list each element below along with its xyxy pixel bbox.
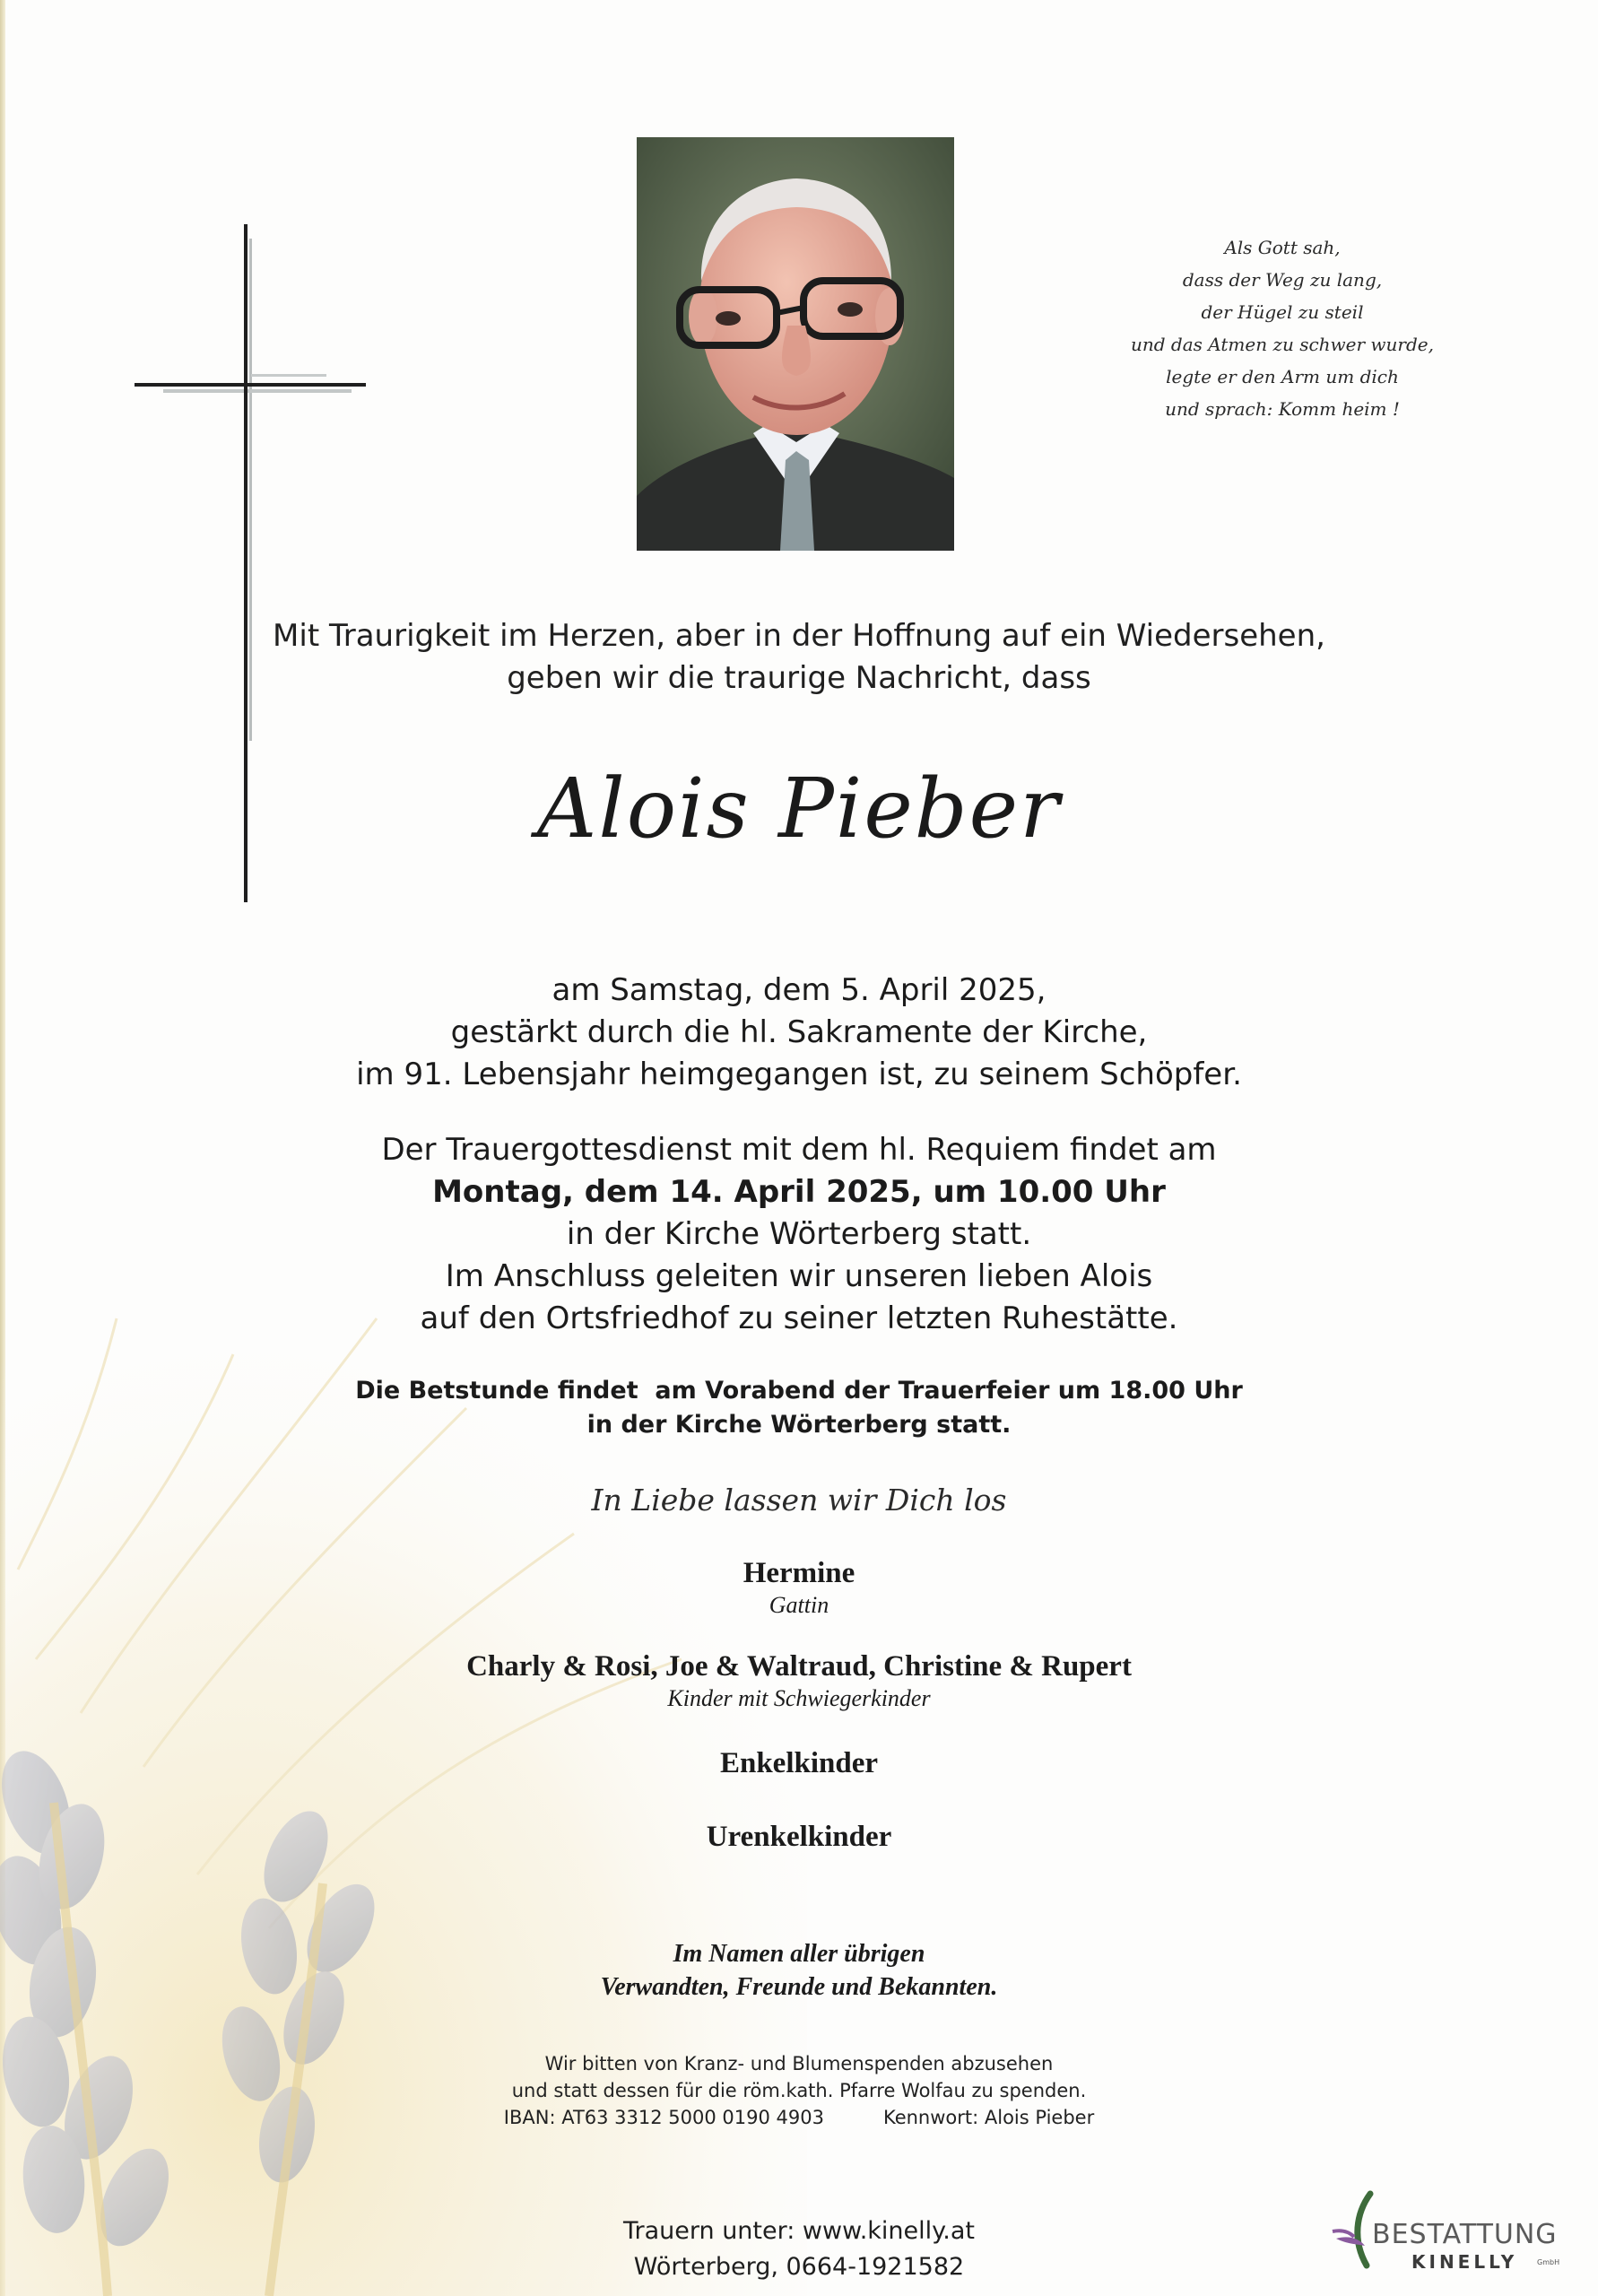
- cross-horizontal-beam: [135, 383, 366, 387]
- poem-line: und sprach: Komm heim !: [1165, 398, 1400, 420]
- poem-line: und das Atmen zu schwer wurde,: [1131, 334, 1434, 355]
- poem-line: der Hügel zu steil: [1201, 301, 1364, 323]
- mourner-group: [0, 1745, 1598, 1781]
- mourner-relation: Kinder mit Schwiegerkinder: [667, 1685, 931, 1711]
- logo-word-kinelly: KINELLY: [1411, 2251, 1518, 2273]
- logo-word-bestattung: BESTATTUNG: [1372, 2219, 1558, 2250]
- service-line: auf den Ortsfriedhof zu seiner letzten Ruhestätte.: [420, 1300, 1178, 1336]
- mourner-names: Hermine: [743, 1557, 855, 1589]
- poem-line: dass der Weg zu lang,: [1182, 269, 1383, 291]
- death-line: im 91. Lebensjahr heimgegangen ist, zu seinem Schöpfer.: [356, 1057, 1242, 1092]
- intro-line: geben wir die traurige Nachricht, dass: [507, 660, 1091, 696]
- others-line: Im Namen aller übrigen: [673, 1940, 925, 1968]
- mourners-heading: In Liebe lassen wir Dich los: [591, 1483, 1007, 1518]
- mourner-names: Charly & Rosi, Joe & Waltraud, Christine & Rupert: [466, 1650, 1132, 1683]
- wake-line: in der Kirche Wörterberg statt.: [586, 1411, 1012, 1439]
- service-line: Der Trauergottesdienst mit dem hl. Requiem findet am: [381, 1132, 1217, 1168]
- iban: IBAN: AT63 3312 5000 0190 4903: [503, 2107, 824, 2128]
- death-notice: [0, 970, 1598, 1096]
- portrait-photo: [637, 137, 954, 551]
- bank-details: [504, 2104, 1094, 2131]
- death-line: am Samstag, dem 5. April 2025,: [551, 972, 1047, 1008]
- keyword: Kennwort: Alois Pieber: [882, 2107, 1095, 2128]
- poem-line: legte er den Arm um dich: [1166, 366, 1399, 387]
- wake-line: Die Betstunde findet am Vorabend der Trauerfeier um 18.00 Uhr: [355, 1377, 1243, 1405]
- service-date: [0, 1171, 1598, 1213]
- prayer-hour-info: [0, 1374, 1598, 1442]
- donation-info: [0, 2050, 1598, 2131]
- intro-text: [0, 615, 1598, 700]
- mourner-group: [0, 1819, 1598, 1855]
- funeral-home-logo: [1329, 2187, 1568, 2276]
- intro-line: Mit Traurigkeit im Herzen, aber in der Hoffnung auf ein Wiedersehen,: [273, 618, 1325, 654]
- service-line: in der Kirche Wörterberg statt.: [566, 1216, 1032, 1252]
- donation-line: und statt dessen für die röm.kath. Pfarre Wolfau zu spenden.: [511, 2080, 1087, 2101]
- mourner-names: Enkelkinder: [719, 1747, 879, 1779]
- death-line: gestärkt durch die hl. Sakramente der Kirche,: [450, 1014, 1148, 1050]
- donation-line: Wir bitten von Kranz- und Blumenspenden abzusehen: [544, 2053, 1054, 2074]
- mourner-names: Urenkelkinder: [706, 1821, 892, 1853]
- service-date-text: Montag, dem 14. April 2025, um 10.00 Uhr: [432, 1174, 1166, 1210]
- cross-shadow-horizontal: [163, 389, 352, 393]
- poem-line: Als Gott sah,: [1224, 237, 1341, 258]
- funeral-service-info: [0, 1129, 1598, 1340]
- contact-phone: Wörterberg, 0664-1921582: [633, 2253, 965, 2281]
- mourner-group: [0, 1555, 1598, 1620]
- mourner-group: [0, 1648, 1598, 1713]
- mourner-relation: Gattin: [769, 1592, 829, 1618]
- poem: [1103, 231, 1462, 425]
- condolence-website: Trauern unter: www.kinelly.at: [622, 2217, 975, 2245]
- other-mourners: [0, 1937, 1598, 2004]
- cross-shadow-horizontal-top: [251, 374, 326, 377]
- others-line: Verwandten, Freunde und Bekannten.: [600, 1973, 998, 2001]
- wheat-background-image: [0, 1300, 807, 2296]
- service-line: Im Anschluss geleiten wir unseren lieben Alois: [445, 1258, 1153, 1294]
- logo-suffix: GmbH: [1537, 2258, 1560, 2266]
- deceased-name: Alois Pieber: [536, 761, 1062, 857]
